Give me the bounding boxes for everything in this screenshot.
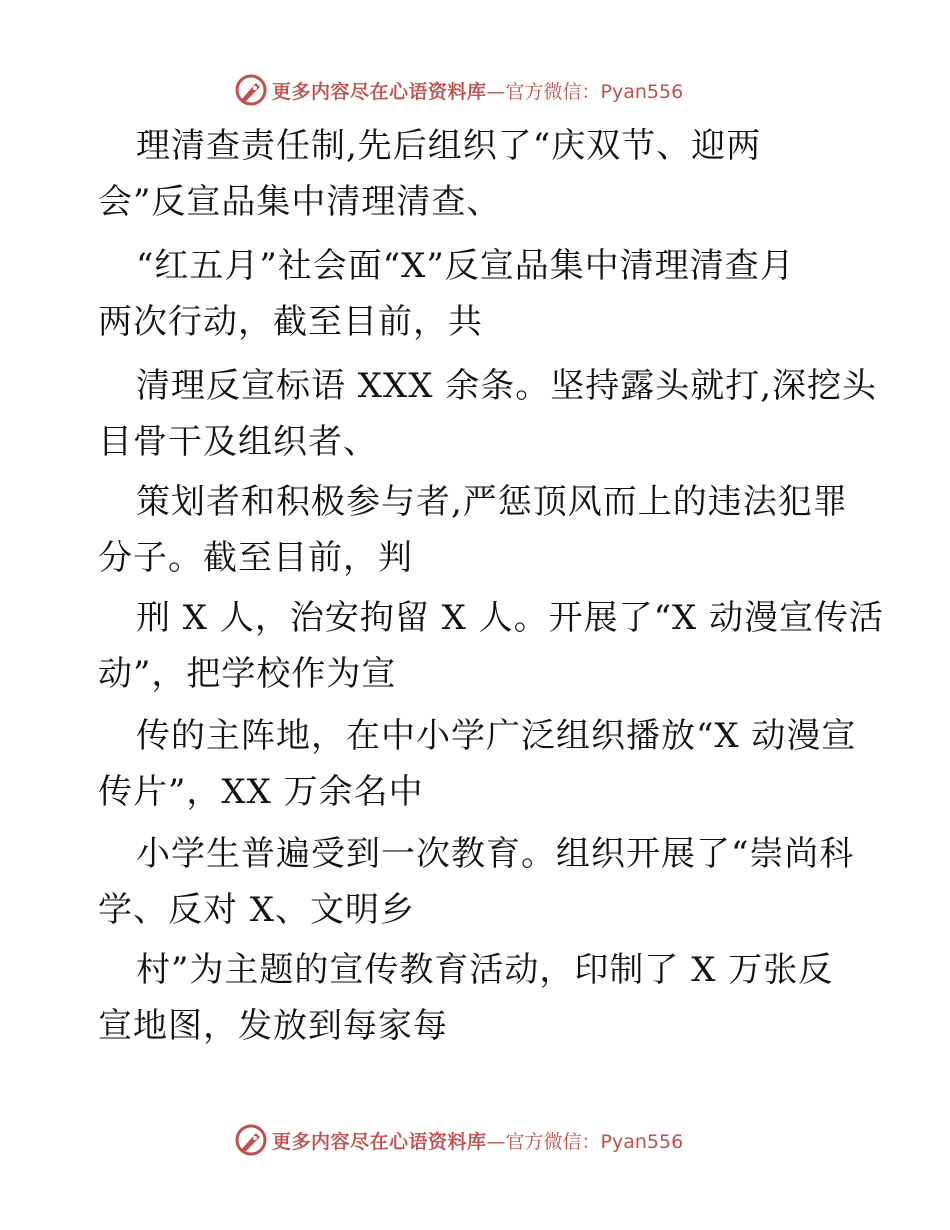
text-line: 会”反宣品集中清理清查、: [98, 182, 502, 222]
text-line: 小学生普遍受到一次教育。组织开展了“崇尚科: [136, 834, 855, 874]
text-line: 策划者和积极参与者,严惩顶风而上的违法犯罪: [136, 482, 848, 522]
text-line: 村”为主题的宣传教育活动，印制了 X 万张反: [136, 950, 834, 990]
text-line: 动”，把学校作为宣: [98, 654, 397, 694]
watermark-main-text: 更多内容尽在心语资料库: [272, 1130, 487, 1153]
text-line: 理清查责任制,先后组织了“庆双节、迎两: [136, 126, 762, 166]
text-line: 分子。截至目前，判: [98, 538, 413, 578]
text-line: 目骨干及组织者、: [98, 422, 378, 462]
watermark-account-text: —官方微信：Pyan556: [486, 80, 684, 103]
watermark-main-text: 更多内容尽在心语资料库: [272, 80, 487, 103]
footer-watermark: [234, 1122, 683, 1158]
pen-nib-circle-icon: [234, 1123, 268, 1157]
text-line: 传的主阵地，在中小学广泛组织播放“X 动漫宣: [136, 716, 857, 756]
text-line: 两次行动，截至目前，共: [98, 302, 483, 342]
text-line: 宣地图，发放到每家每: [98, 1006, 448, 1046]
watermark-account-text: —官方微信：Pyan556: [486, 1130, 684, 1153]
text-line: 传片”，XX 万余名中: [98, 772, 424, 812]
text-line: 清理反宣标语 XXX 余条。坚持露头就打,深挖头: [136, 366, 878, 406]
text-line: “红五月”社会面“X”反宣品集中清理清查月: [136, 246, 795, 286]
text-line: 刑 X 人，治安拘留 X 人。开展了“X 动漫宣传活: [136, 598, 885, 638]
text-line: 学、反对 X、文明乡: [98, 890, 416, 930]
header-watermark: [234, 72, 683, 108]
pen-nib-circle-icon: [234, 73, 268, 107]
